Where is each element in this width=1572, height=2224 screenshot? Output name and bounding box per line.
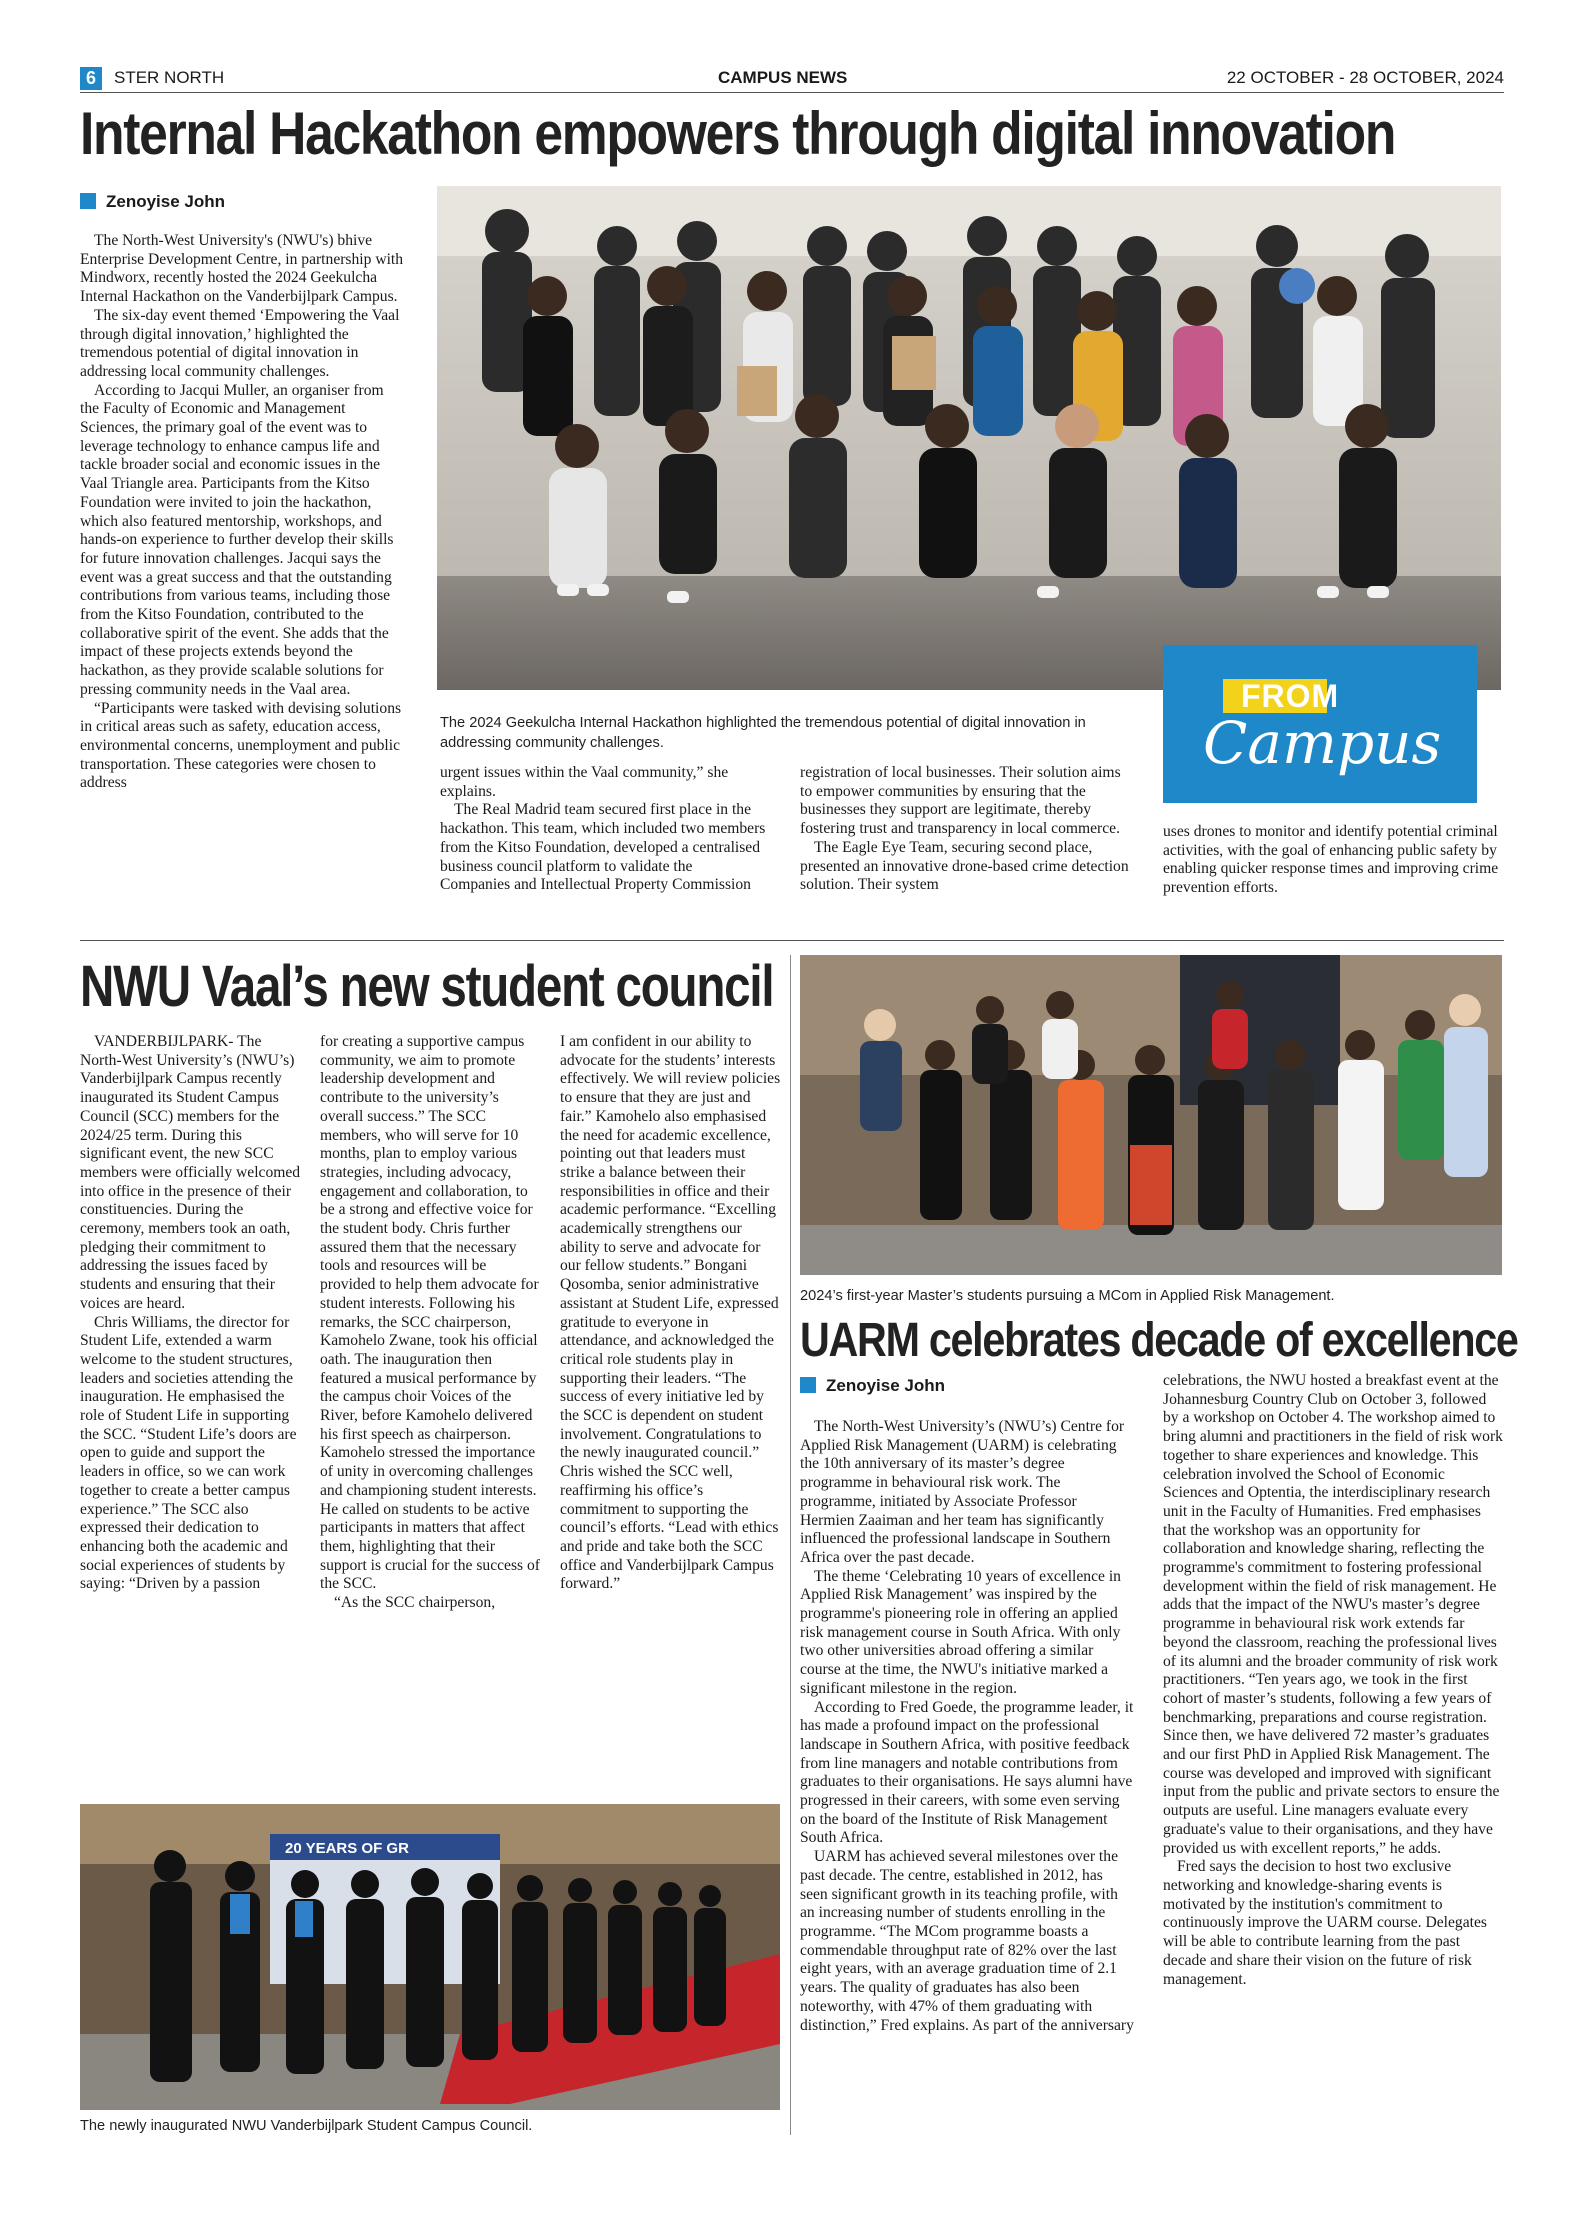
article1-column-4 (1163, 823, 1503, 898)
paragraph: The North-West University's (NWU's) bhive Enterprise Development Centre, in partnership with Mindworx, recently hosted the 2024 Geekulcha Internal Hackathon on the Vanderbijlpark Campus. (80, 232, 404, 306)
article1-column-1 (80, 232, 406, 793)
article3-byline (800, 1376, 945, 1396)
header-rule (80, 92, 1504, 93)
byline-author: Zenoyise John (826, 1376, 946, 1395)
paragraph: According to Fred Goede, the programme leader, it has made a profound impact on the professional landscape in Southern Africa, with positive feedback from line managers and notable contributions from graduates to their organisations. He says alumni have progressed in their careers, with some even serving on the board of the Institute of Risk Management South Africa. (800, 1698, 1134, 1847)
paper-name: STER NORTH (114, 68, 225, 87)
paragraph: The six-day event themed ‘Empowering the Vaal through digital innovation,’ highlighted the tremendous potential of digital innovation in addressing local community challenges. (80, 306, 400, 380)
banner-text: 20 YEARS OF GR (285, 1840, 409, 1857)
paragraph: for creating a supportive campus community, we aim to promote leadership development and contribute to the university’s overall success.” The SCC members, who will serve for 10 months, plan to employ various strategies, including advocacy, engagement and collaboration, to be a strong and effective voice for the student body. Chris further assured them that the necessary tools and resources will be provided to help them advocate for student interests. Following his remarks, the SCC chairperson, Kamohelo Zwane, took his official oath. The inauguration then featured a musical performance by the campus choir Voices of the River, before Kamohelo delivered his first speech as chairperson. Kamohelo stressed the importance of unity in overcoming challenges and championing student interests. He called on students to be active participants in matters that affect them, highlighting that their support is crucial for the success of the SCC. (320, 1033, 540, 1593)
issue-date: 22 OCTOBER - 28 OCTOBER, 2024 (1226, 68, 1504, 87)
byline-marker (800, 1377, 816, 1393)
article3-column-2 (1163, 1372, 1503, 1989)
article1-headline: Internal Hackathon empowers through digital innovation (80, 100, 1396, 167)
article3-headline: UARM celebrates decade of excellence (800, 1314, 1518, 1367)
paragraph: “As the SCC chairperson, (334, 1594, 496, 1612)
article3-photo-caption: 2024’s first-year Master’s students pursuing a MCom in Applied Risk Management. (800, 1288, 1335, 1304)
paragraph: According to Jacqui Muller, an organiser from the Faculty of Economic and Management Sciences, the primary goal of the event was to leverage technology to enhance campus life and tackle broader social and economic issues in the Vaal Triangle area. Participants from the Kitso Foundation were invited to join the hackathon, which also featured mentorship, workshops, and hands-on experience to further develop their skills for future innovation challenges. Jacqui says the event was a great success and that the outstanding contributions from various teams, including those from the Kitso Foundation, contributed to the collaborative spirit of the event. She adds that the impact of these projects extends beyond the hackathon, as they provide scalable solutions for pressing community needs in the Vaal area. (80, 381, 394, 698)
article1-photo-caption: The 2024 Geekulcha Internal Hackathon highlighted the tremendous potential of digital innovation in addressing community challenges. (440, 715, 1086, 751)
paragraph: The Real Madrid team secured first place in the hackathon. This team, which included two members from the Kitso Foundation, developed a centralised business council platform to validate the Companies and Intellectual Property Commission (440, 801, 766, 894)
article2-column-1 (80, 1033, 302, 1594)
article2-photo-caption: The newly inaugurated NWU Vanderbijlpark Student Campus Council. (80, 2118, 533, 2134)
article1-column-3 (800, 764, 1132, 895)
paragraph: The North-West University’s (NWU’s) Centre for Applied Risk Management (UARM) is celebrating the 10th anniversary of its master’s degree programme in behavioural risk work. The programme, initiated by Associate Professor Hermien Zaaiman and her team has significantly influenced the professional landscape in Southern Africa over the past decade. (800, 1418, 1125, 1566)
badge-campus-text: Campus (1203, 709, 1442, 777)
paragraph: “Participants were tasked with devising solutions in critical areas such as safety, education access, environmental concerns, unemployment and public transportation. These categories were chosen to address (80, 699, 402, 792)
column-separator (790, 955, 791, 2135)
article2-column-2 (320, 1033, 542, 1613)
hackathon-group-photo (437, 186, 1501, 690)
article2-column-3 (560, 1033, 782, 1594)
paragraph: Chris Williams, the director for Student Life, extended a warm welcome to the student structures, leaders and societies attending the inauguration. He emphasised the role of Student Life in supporting the SCC. “Student Life’s doors are open to guide and support the leaders in office, so we can work together to create a better campus experience.” The SCC also expressed their dedication to enhancing both the academic and social experiences of students by saying: “Driven by a passion (80, 1313, 297, 1593)
paragraph: The theme ‘Celebrating 10 years of excellence in Applied Risk Management’ was inspired by the programme's pioneering role in offering an applied risk management course in South Africa. With only two other universities abroad offering a similar course at the time, the NWU's initiative marked a significant milestone in the region. (800, 1567, 1121, 1697)
article2-headline: NWU Vaal’s new student council (80, 954, 774, 1019)
byline-author: Zenoyise John (106, 192, 226, 211)
badge-from-text: FROM (1241, 678, 1340, 714)
section-divider (80, 940, 1504, 941)
article1-byline (80, 192, 225, 212)
paragraph: Fred says the decision to host two exclusive networking and knowledge-sharing events is motivated by the institution's commitment to continuously improve the UARM course. Delegates will be able to contribute learning from the past decade and share their vision on the future of risk management. (1163, 1858, 1487, 1988)
from-campus-badge (1163, 645, 1477, 803)
paragraph: celebrations, the NWU hosted a breakfast event at the Johannesburg Country Club on October 3, followed by a workshop on October 4. The workshop aimed to bring alumni and practitioners in the field of risk work together to share experiences and knowledge. This celebration involved the School of Economic Sciences and Optentia, the interdisciplinary research unit in the Faculty of Humanities. Fred emphasises that the workshop was an opportunity for collaboration and knowledge sharing, reflecting the programme's commitment to fostering professional development within the field of risk management. He adds that the impact of the NWU's master’s degree programme in behavioural risk work extends far beyond the classroom, reaching the professional lives of its alumni and the broader community of risk work practitioners. “Ten years ago, we took in the first cohort of master’s students, following a few years of benchmarking, preparations and course registration. Since then, we have delivered 72 master’s graduates and our first PhD in Applied Risk Management. The course was developed and improved with significant input from the public and private sectors to ensure the outputs are useful. Line managers evaluate every graduate's value to their organisations, and they have provided us with excellent reports,” he adds. (1163, 1372, 1503, 1857)
scc-inauguration-photo (80, 1804, 780, 2110)
section-name: CAMPUS NEWS (718, 68, 848, 87)
byline-marker (80, 193, 96, 209)
paragraph: The Eagle Eye Team, securing second place, presented an innovative drone-based crime detection solution. Their system (800, 838, 1129, 894)
article1-column-2 (440, 764, 766, 895)
paragraph: I am confident in our ability to advocate for the students’ interests effectively. We will review policies to ensure that they are just and fair.” Kamohelo also emphasised the need for academic excellence, pointing out that leaders must strike a balance between their responsibilities in office and their academic performance. “Excelling academically strengthens our ability to serve and advocate for our fellow students.” Bongani Qosomba, senior administrative assistant at Student Life, expressed gratitude to everyone in attendance, and acknowledged the critical role students play in supporting their leaders. “The success of every initiative led by the SCC is dependent on student involvement. Congratulations to the newly inaugurated council.” Chris wished the SCC well, reaffirming his office’s commitment to supporting the council’s efforts. “Lead with ethics and pride and take both the SCC office and Vanderbijlpark Campus forward.” (560, 1033, 781, 1593)
paragraph: UARM has achieved several milestones over the past decade. The centre, established in 2012, has seen significant growth in its teaching profile, with an increasing number of students enrolling in the programme. “The MCom programme boasts a commendable throughput rate of 82% over the last eight years, with an average graduation time of 2.1 years. The quality of graduates has also been noteworthy, with 47% of them graduating with distinction,” Fred explains. As part of the anniversary (800, 1848, 1134, 2034)
paragraph: urgent issues within the Vaal community,” she explains. (440, 764, 729, 800)
paragraph: registration of local businesses. Their solution aims to empower communities by ensuring that the businesses they support are legitimate, thereby fostering trust and transparency in local commerce. (800, 764, 1121, 838)
paragraph: VANDERBIJLPARK- The North-West University’s (NWU’s) Vanderbijlpark Campus recently inaugurated its Student Campus Council (SCC) members for the 2024/25 term. During this significant event, the new SCC members were officially welcomed into office in the presence of their constituencies. During the ceremony, members took an oath, pledging their commitment to addressing the issues faced by students and ensuring that their voices are heard. (80, 1033, 301, 1312)
page-number: 6 (80, 67, 102, 90)
uarm-students-photo (800, 955, 1502, 1275)
article3-column-1 (800, 1418, 1134, 2035)
paragraph: uses drones to monitor and identify potential criminal activities, with the goal of enhancing public safety by enabling quicker response times and improving crime prevention efforts. (1163, 823, 1499, 897)
